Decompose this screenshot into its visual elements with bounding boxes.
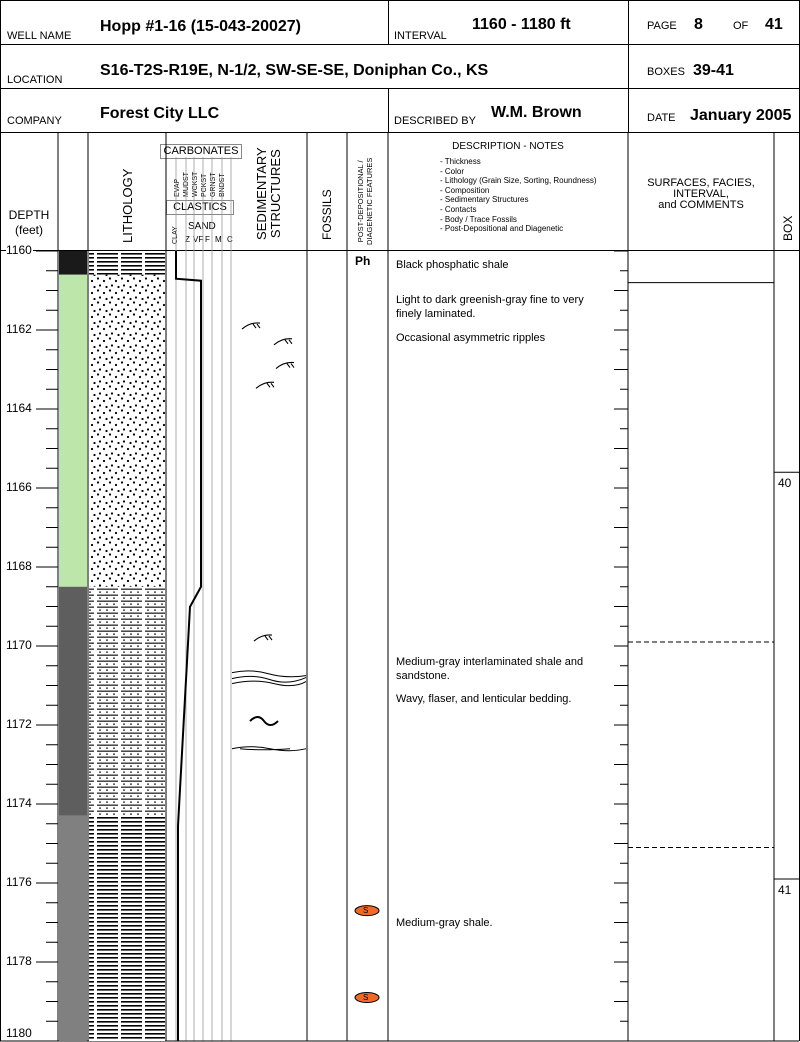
grain-size-label: F [205, 235, 210, 244]
surfaces-heading-line3: and COMMENTS [658, 199, 744, 211]
location-label: LOCATION [7, 74, 63, 86]
lithology-pattern [89, 275, 165, 587]
surfaces-column [628, 283, 799, 879]
date-value: January 2005 [690, 107, 792, 124]
depth-label: 1176 [6, 875, 32, 889]
description-note-line: finely laminated. [396, 308, 476, 321]
surfaces-heading-line1: SURFACES, FACIES, [647, 177, 755, 189]
company-label: COMPANY [7, 115, 62, 127]
carbonates-heading: CARBONATES [160, 144, 242, 159]
post-dep-heading-line2: DIAGENETIC FEATURES [365, 157, 374, 245]
clastics-heading: CLASTICS [166, 200, 234, 215]
description-note-line: Occasional asymmetric ripples [396, 331, 546, 344]
boxes-value: 39-41 [693, 62, 734, 79]
asymmetric-ripple-symbol [276, 362, 294, 368]
depth-label: 1164 [6, 401, 32, 415]
description-note-line: Medium-gray shale. [396, 916, 493, 929]
page-number: 8 [694, 16, 703, 33]
description-note [396, 258, 621, 272]
described-by-value: W.M. Brown [491, 104, 582, 121]
description-checklist-item: - Composition [440, 185, 490, 195]
lithology-heading: LITHOLOGY [120, 168, 135, 243]
depth-heading-title: DEPTH [8, 208, 50, 222]
description-checklist-item: - Thickness [440, 157, 481, 166]
description-heading: DESCRIPTION - NOTES [452, 141, 564, 152]
interval-value: 1160 - 1180 ft [472, 16, 571, 33]
description-checklist-item: - Body / Trace Fossils [440, 214, 517, 224]
depth-label: 1180 [6, 1026, 32, 1040]
color-bar [59, 275, 87, 587]
clay-label: CLAY [172, 226, 179, 244]
sand-label: SAND [188, 221, 216, 232]
grain-size-curve [176, 251, 201, 1041]
description-checklist-item: - Lithology (Grain Size, Sorting, Roundness) [440, 176, 597, 186]
surfaces-heading-line2: INTERVAL, [673, 188, 729, 200]
description-checklist-item: - Sedimentary Structures [440, 195, 529, 205]
of-label: OF [733, 20, 749, 32]
depth-label: 1168 [6, 559, 32, 573]
wavy-bedding-symbol [232, 671, 306, 686]
lithology-pattern [89, 587, 165, 816]
depth-label: 1170 [6, 638, 32, 652]
carbonate-type-label: EVAP [174, 178, 181, 197]
depth-label: 1160 [6, 243, 32, 257]
diagenetic-column [355, 906, 379, 1003]
date-label: DATE [647, 112, 676, 124]
description-note [396, 293, 621, 321]
lithology-pattern [89, 251, 165, 275]
depth-label: 1162 [6, 322, 32, 336]
description-note-line: Wavy, flaser, and lenticular bedding. [396, 693, 572, 706]
box-heading: BOX [781, 215, 795, 241]
carbonate-type-label: PCKST [201, 173, 208, 197]
post-dep-heading-line1: POST-DEPOSITIONAL / [356, 160, 365, 243]
asymmetric-ripple-symbol [274, 339, 292, 345]
grain-size-label: M [215, 235, 222, 244]
grain-size-label: Z [185, 235, 190, 244]
phosphate-label: Ph [355, 254, 371, 268]
depth-label: 1172 [6, 717, 32, 731]
depth-label: 1174 [6, 796, 32, 810]
grain-size-column [176, 251, 201, 1041]
description-note [396, 692, 621, 706]
well-name: Hopp #1-16 (15-043-20027) [100, 18, 301, 35]
sed-structures-heading-line2: STRUCTURES [268, 149, 283, 239]
siderite-label: S [363, 905, 369, 915]
lenticular-bedding-symbol [232, 747, 306, 751]
lithology-column [89, 251, 165, 1041]
color-bar [59, 251, 87, 275]
boxes-label: BOXES [647, 66, 685, 78]
description-checklist-item: - Contacts [440, 204, 477, 214]
description-note-line: Light to dark greenish-gray fine to very [396, 294, 584, 307]
depth-heading-unit: (feet) [14, 223, 43, 237]
described-by-label: DESCRIBED BY [394, 115, 476, 127]
description-note-line: Black phosphatic shale [396, 258, 509, 271]
flaser-bedding-symbol [250, 717, 278, 725]
grain-size-label: C [227, 235, 233, 244]
siderite-label: S [363, 992, 369, 1002]
description-note-line: Medium-gray interlaminated shale and [396, 655, 584, 668]
page-total: 41 [765, 16, 783, 33]
description-note [396, 916, 621, 930]
well-name-label: WELL NAME [7, 30, 72, 42]
box-number-label: 41 [778, 883, 792, 898]
depth-label: 1178 [6, 954, 32, 968]
interval-label: INTERVAL [394, 30, 447, 42]
depth-label: 1166 [6, 480, 32, 494]
fossils-heading: FOSSILS [320, 189, 334, 240]
page-label: PAGE [647, 20, 677, 32]
location-value: S16-T2S-R19E, N-1/2, SW-SE-SE, Doniphan Co., KS [100, 62, 489, 79]
carbonate-type-label: GRNST [210, 172, 217, 197]
description-checklist-item: - Post-Depositional and Diagenetic [440, 224, 564, 234]
sedimentary-structures-column [232, 323, 306, 751]
carbonate-type-label: MUDST [183, 172, 190, 197]
color-bar [59, 587, 87, 816]
asymmetric-ripple-symbol [254, 635, 272, 641]
description-note [396, 655, 621, 683]
asymmetric-ripple-symbol [242, 323, 260, 329]
carbonate-type-label: BNDST [219, 173, 226, 197]
asymmetric-ripple-symbol [256, 382, 274, 388]
lithology-pattern [89, 816, 165, 1041]
color-column [59, 251, 87, 1041]
company-value: Forest City LLC [100, 105, 220, 122]
box-number-label: 40 [778, 476, 792, 491]
description-note-line: sandstone. [396, 669, 450, 682]
description-note [396, 331, 621, 345]
color-bar [59, 816, 87, 1041]
sed-structures-heading-line1: SEDIMENTARY [254, 147, 269, 240]
description-checklist-item: - Color [440, 166, 465, 176]
carbonate-type-label: WCKST [192, 171, 199, 197]
grain-size-label: VF [193, 235, 204, 244]
